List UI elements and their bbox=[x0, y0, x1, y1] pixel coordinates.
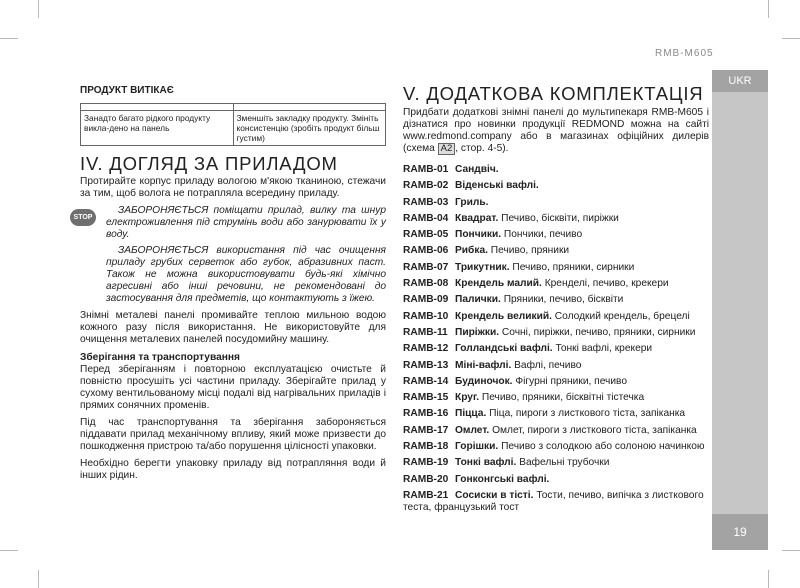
panels-text: Знімні металеві панелі промивайте теплою мильною водою кожного разу після використання. Не використовуйте для очищення металевих панелей посудомийну машину. bbox=[80, 310, 386, 345]
list-item bbox=[403, 197, 709, 209]
item-code: RAMB-17 bbox=[403, 424, 449, 436]
item-code: RAMB-20 bbox=[403, 473, 449, 485]
item-name: Гонконгські вафлі. bbox=[455, 473, 550, 485]
stop-icon: STOP bbox=[70, 209, 96, 226]
item-description: Пряники, печиво, бісквіти bbox=[503, 294, 624, 306]
list-item bbox=[403, 164, 709, 176]
scheme-badge: A2 bbox=[438, 143, 456, 155]
item-code: RAMB-08 bbox=[403, 278, 449, 290]
storage-text: Перед зберіганням і повторною експлуатацією очистьте й повністю просушіть усі частини приладу. Зберігайте прилад у сухому вентильованому місці подалі від нагрівальних приладів і прямих сонячних променів. bbox=[80, 364, 386, 411]
list-item bbox=[403, 360, 709, 372]
item-code: RAMB-13 bbox=[403, 359, 449, 371]
crop-mark bbox=[38, 0, 39, 18]
list-item bbox=[403, 262, 709, 274]
item-name: Пиріжки. bbox=[455, 326, 500, 338]
intro-text: Придбати додаткові знімні панелі до мультипекаря RMB-M605 і дізнатися про новинки продукції REDMOND можна на сайті www.redmond.company або в магазинах офіційних дилерів (схема bbox=[403, 107, 709, 154]
accessories-list bbox=[403, 164, 709, 514]
list-item bbox=[403, 376, 709, 388]
list-item bbox=[403, 441, 709, 453]
item-name: Міні-вафлі. bbox=[455, 359, 512, 371]
item-name: Омлет. bbox=[455, 424, 490, 436]
list-item bbox=[403, 425, 709, 437]
accessories-section-title: V. ДОДАТКОВА КОМПЛЕКТАЦІЯ bbox=[403, 83, 704, 104]
item-name: Сандвіч. bbox=[455, 164, 499, 175]
page-number: 19 bbox=[712, 514, 768, 550]
problem-title: ПРОДУКТ ВИТІКАЄ bbox=[80, 85, 174, 96]
troubleshooting-table bbox=[80, 103, 386, 146]
right-column bbox=[403, 82, 709, 518]
item-description: Печиво, пряники, сирники bbox=[512, 261, 635, 273]
item-name: Сосиски в тісті. bbox=[455, 489, 534, 501]
item-name: Тонкі вафлі. bbox=[455, 457, 517, 469]
crop-mark bbox=[0, 550, 18, 551]
item-code: RAMB-04 bbox=[403, 212, 449, 224]
list-item bbox=[403, 213, 709, 225]
list-item bbox=[403, 392, 709, 404]
list-item bbox=[403, 245, 709, 257]
intro-page-ref: , стор. 4-5). bbox=[455, 143, 509, 154]
table-header-cell bbox=[81, 104, 234, 111]
item-description: Пончики, печиво bbox=[503, 229, 583, 241]
item-code: RAMB-15 bbox=[403, 392, 449, 404]
item-description: Вафельні трубочки bbox=[519, 457, 610, 469]
language-tab: UKR bbox=[712, 70, 768, 92]
item-name: Гриль. bbox=[455, 196, 489, 208]
list-item bbox=[403, 294, 709, 306]
accessories-intro bbox=[403, 107, 709, 155]
item-code: RAMB-06 bbox=[403, 245, 449, 257]
item-description: Фігурні пряники, печиво bbox=[515, 375, 627, 387]
item-description: Вафлі, печиво bbox=[514, 359, 582, 371]
item-code: RAMB-03 bbox=[403, 196, 449, 208]
list-item bbox=[403, 457, 709, 469]
item-description: Тонкі вафлі, крекери bbox=[555, 343, 653, 355]
table-cause-cell: Занадто багато рідкого продукту викла-дено на панель bbox=[81, 111, 234, 146]
transport-text: Під час транспортування та зберігання забороняється піддавати прилад механічному впливу, який може призвести до пошкодження пристрою та/або порушення цілісності упаковки. bbox=[80, 417, 386, 452]
item-code: RAMB-11 bbox=[403, 326, 448, 338]
item-code: RAMB-14 bbox=[403, 375, 449, 387]
item-code: RAMB-18 bbox=[403, 441, 449, 453]
item-description: Кренделі, печиво, крекери bbox=[544, 278, 669, 290]
crop-mark bbox=[768, 570, 769, 588]
item-description: Сочні, пиріжки, печиво, пряники, сирники bbox=[501, 326, 696, 338]
item-description: Тости, печиво, випічка з листкового теста, французький тост bbox=[403, 489, 704, 513]
crop-mark bbox=[782, 38, 800, 39]
item-name: Трикутник. bbox=[455, 261, 510, 273]
item-name: Палички. bbox=[455, 294, 501, 306]
item-name: Будиночок. bbox=[455, 375, 513, 387]
item-name: Віденські вафлі. bbox=[455, 180, 539, 192]
care-text: Протирайте корпус приладу вологою м'якою тканиною, стежачи за тим, щоб волога не потрапляла всередину приладу. bbox=[80, 176, 386, 199]
crop-mark bbox=[0, 38, 18, 39]
list-item bbox=[403, 343, 709, 355]
sidebar bbox=[712, 70, 768, 550]
item-description: Печиво, пряники bbox=[490, 245, 570, 257]
item-description: Солодкий крендель, брецелі bbox=[554, 310, 690, 322]
item-name: Квадрат. bbox=[455, 212, 499, 224]
list-item bbox=[403, 229, 709, 241]
item-code: RAMB-05 bbox=[403, 229, 449, 241]
item-name: Крендель малий. bbox=[455, 278, 542, 290]
item-description: Печиво, пряники, бісквітні тістечка bbox=[481, 392, 645, 404]
item-code: RAMB-12 bbox=[403, 343, 449, 355]
care-section-title: IV. ДОГЛЯД ЗА ПРИЛАДОМ bbox=[80, 153, 338, 174]
item-name: Піцца. bbox=[455, 408, 487, 420]
item-name: Крендель великий. bbox=[455, 310, 552, 322]
moisture-text: Необхідно берегти упаковку приладу від потрапляння води й інших рідин. bbox=[80, 458, 386, 481]
item-name: Рибка. bbox=[455, 245, 488, 257]
list-item bbox=[403, 311, 709, 323]
table-header-cell bbox=[233, 104, 386, 111]
item-code: RAMB-07 bbox=[403, 261, 449, 273]
list-item bbox=[403, 474, 709, 486]
item-description: Омлет, пироги з листкового тіста, запіканка bbox=[492, 424, 697, 436]
item-code: RAMB-21 bbox=[403, 489, 449, 501]
warning-block bbox=[73, 205, 386, 305]
item-name: Голландські вафлі. bbox=[455, 343, 553, 355]
item-code: RAMB-01 bbox=[403, 164, 449, 175]
left-column bbox=[73, 85, 386, 487]
list-item bbox=[403, 180, 709, 192]
item-code: RAMB-02 bbox=[403, 180, 449, 192]
item-code: RAMB-16 bbox=[403, 408, 449, 420]
storage-title: Зберігання та транспортування bbox=[80, 352, 240, 363]
item-name: Круг. bbox=[455, 392, 480, 404]
item-code: RAMB-19 bbox=[403, 457, 449, 469]
item-code: RAMB-09 bbox=[403, 294, 449, 306]
list-item bbox=[403, 408, 709, 420]
item-description: Печиво, бісквіти, пиріжки bbox=[501, 212, 619, 224]
list-item bbox=[403, 278, 709, 290]
warning-text-1: ЗАБОРОНЯЄТЬСЯ поміщати прилад, вилку та шнур електроживлення під струмінь води або занурювати їх у воду. bbox=[106, 205, 386, 240]
list-item bbox=[403, 490, 709, 514]
table-solution-cell: Зменшіть закладку продукту. Змініть консистенцію (зробіть продукт більш густим) bbox=[233, 111, 386, 146]
item-description: Піца, пироги з листкового тіста, запіканка bbox=[489, 408, 686, 420]
crop-mark bbox=[782, 550, 800, 551]
item-name: Пончики. bbox=[455, 229, 502, 241]
list-item bbox=[403, 327, 709, 339]
crop-mark bbox=[38, 570, 39, 588]
item-description: Печиво з солодкою або солоною начинкою bbox=[501, 441, 705, 453]
model-header: RMB-M605 bbox=[655, 48, 714, 59]
item-code: RAMB-10 bbox=[403, 310, 449, 322]
crop-mark bbox=[768, 0, 769, 18]
item-name: Горішки. bbox=[455, 441, 499, 453]
warning-text-2: ЗАБОРОНЯЄТЬСЯ використання під час очищення приладу грубих серветок або губок, абразивних паст. Також не можна використовувати будь-які хімічно агресивні або інші речовини, не рекомендовані до застосування для предметів, що контактують з їжею. bbox=[106, 245, 386, 304]
